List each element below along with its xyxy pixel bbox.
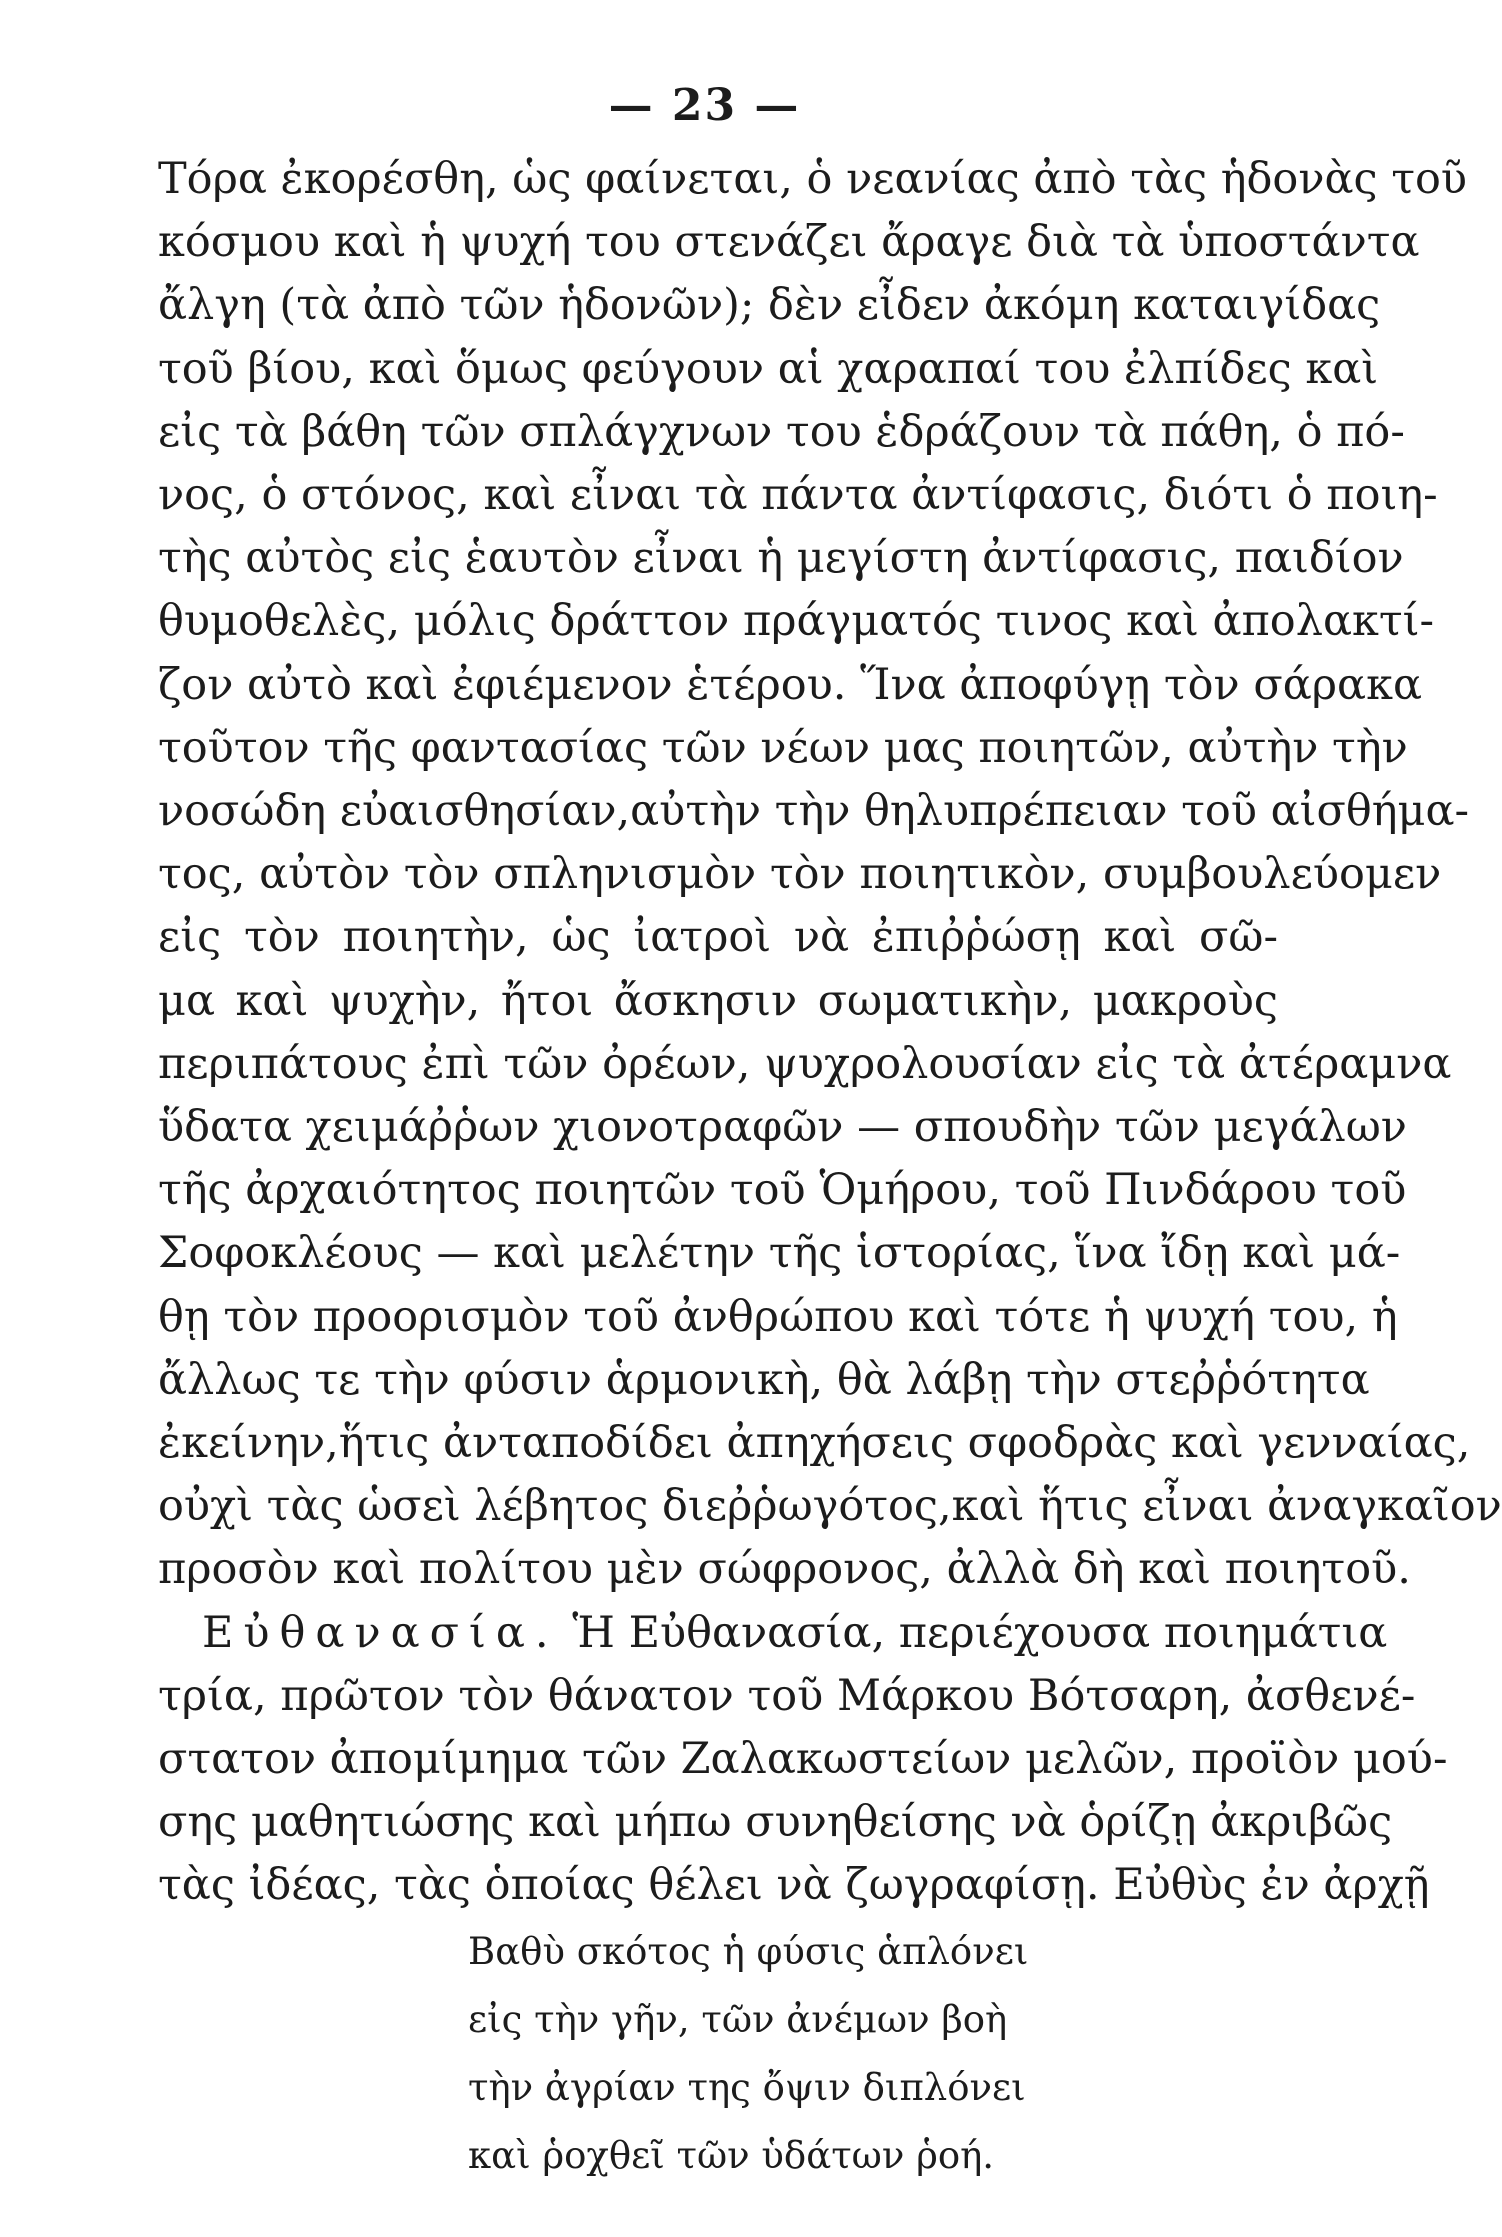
paragraph-heading-line: [158, 1602, 1388, 1665]
body-text: [158, 148, 1502, 1918]
poem-quote: [468, 1918, 1028, 2190]
poem-verse: τὴν ἀγρίαν της ὄψιν διπλόνει: [468, 2066, 1026, 2109]
paragraph-2: [158, 1602, 1448, 1918]
text-line: μα καὶ ψυχὴν, ἤτοι ἄσκησιν σωματικὴν, μακροὺς: [158, 975, 1278, 1026]
text-line: Τόρα ἐκορέσθη, ὡς φαίνεται, ὁ νεανίας ἀπὸ τὰς ἡδονὰς τοῦ: [158, 154, 1468, 204]
poem-verse: Βαθὺ σκότος ἡ φύσις ἁπλόνει: [468, 1930, 1029, 1973]
paragraph-1: [158, 148, 1502, 1602]
text-line: τὴς αὐτὸς εἰς ἑαυτὸν εἶναι ἡ μεγίστη ἀντίφασις, παιδίον: [158, 533, 1404, 584]
text-line: εἰς τὰ βάθη τῶν σπλάγχνων του ἑδράζουν τὰ πάθη, ὁ πό-: [158, 406, 1405, 457]
text-line: νοσώδη εὐαισθησίαν,αὐτὴν τὴν θηλυπρέπειαν τοῦ αἰσθήμα-: [158, 786, 1470, 837]
section-heading: Εὐθανασία.: [202, 1607, 559, 1658]
text-line: Σοφοκλέους — καὶ μελέτην τῆς ἱστορίας, ἵνα ἴδῃ καὶ μά-: [158, 1228, 1401, 1279]
text-line: τῆς ἀρχαιότητος ποιητῶν τοῦ Ὁμήρου, τοῦ Πινδάρου τοῦ: [158, 1165, 1407, 1216]
text-line: ζον αὐτὸ καὶ ἐφιέμενον ἑτέρου. Ἵνα ἀποφύγῃ τὸν σάρακα: [158, 659, 1422, 710]
text-fragment: Ἡ Εὐθανασία, περιέχουσα ποιημάτια: [572, 1607, 1388, 1658]
text-line: περιπάτους ἐπὶ τῶν ὀρέων, ψυχρολουσίαν εἰς τὰ ἀτέραμνα: [158, 1038, 1452, 1089]
text-line: τοῦ βίου, καὶ ὅμως φεύγουν αἱ χαραπαί του ἐλπίδες καὶ: [158, 343, 1379, 394]
text-line: τοῦτον τῆς φαντασίας τῶν νέων μας ποιητῶν, αὐτὴν τὴν: [158, 722, 1408, 773]
page-number: — 23 —: [608, 80, 801, 131]
text-line: θυμοθελὲς, μόλις δράττον πράγματός τινος καὶ ἀπολακτί-: [158, 596, 1435, 647]
text-line: τὰς ἰδέας, τὰς ὁποίας θέλει νὰ ζωγραφίσῃ. Εὐθὺς ἐν ἀρχῇ: [158, 1860, 1430, 1911]
text-line: νος, ὁ στόνος, καὶ εἶναι τὰ πάντα ἀντίφασις, διότι ὁ ποιη-: [158, 470, 1438, 521]
text-line: ἄλγη (τὰ ἀπὸ τῶν ἡδονῶν); δὲν εἶδεν ἀκόμη καταιγίδας: [158, 280, 1381, 331]
text-line: προσὸν καὶ πολίτου μὲν σώφρονος, ἀλλὰ δὴ καὶ ποιητοῦ.: [158, 1544, 1411, 1595]
text-line: θῃ τὸν προορισμὸν τοῦ ἀνθρώπου καὶ τότε ἡ ψυχή του, ἡ: [158, 1291, 1398, 1342]
text-line: τος, αὐτὸν τὸν σπληνισμὸν τὸν ποιητικὸν, συμβουλεύομεν: [158, 849, 1442, 900]
text-line: ἐκείνην,ἥτις ἀνταποδίδει ἀπηχήσεις σφοδρὰς καὶ γενναίας,: [158, 1418, 1471, 1469]
poem-verse: εἰς τὴν γῆν, τῶν ἀνέμων βοὴ: [468, 1998, 1008, 2041]
text-line: στατον ἀπομίμημα τῶν Ζαλακωστείων μελῶν, προϊὸν μού-: [158, 1734, 1448, 1785]
text-line: ὕδατα χειμάῤῥων χιονοτραφῶν — σπουδὴν τῶν μεγάλων: [158, 1102, 1407, 1153]
text-line: κόσμου καὶ ἡ ψυχή του στενάζει ἄραγε διὰ τὰ ὑποστάντα: [158, 217, 1420, 268]
text-line: ἄλλως τε τὴν φύσιν ἁρμονικὴ, θὰ λάβῃ τὴν στεῤῥότητα: [158, 1354, 1370, 1405]
poem-verse: καὶ ῥοχθεῖ τῶν ὑδάτων ῥοή.: [468, 2134, 995, 2177]
text-line: οὐχὶ τὰς ὡσεὶ λέβητος διεῤῥωγότος,καὶ ἥτις εἶναι ἀναγκαῖον: [158, 1481, 1502, 1532]
text-line: τρία, πρῶτον τὸν θάνατον τοῦ Μάρκου Βότσαρη, ἀσθενέ-: [158, 1670, 1416, 1721]
text-line: σης μαθητιώσης καὶ μήπω συνηθείσης νὰ ὁρίζῃ ἀκριβῶς: [158, 1797, 1393, 1848]
text-line: εἰς τὸν ποιητὴν, ὡς ἰατροὶ νὰ ἐπιῤῥώσῃ καὶ σῶ-: [158, 912, 1278, 963]
